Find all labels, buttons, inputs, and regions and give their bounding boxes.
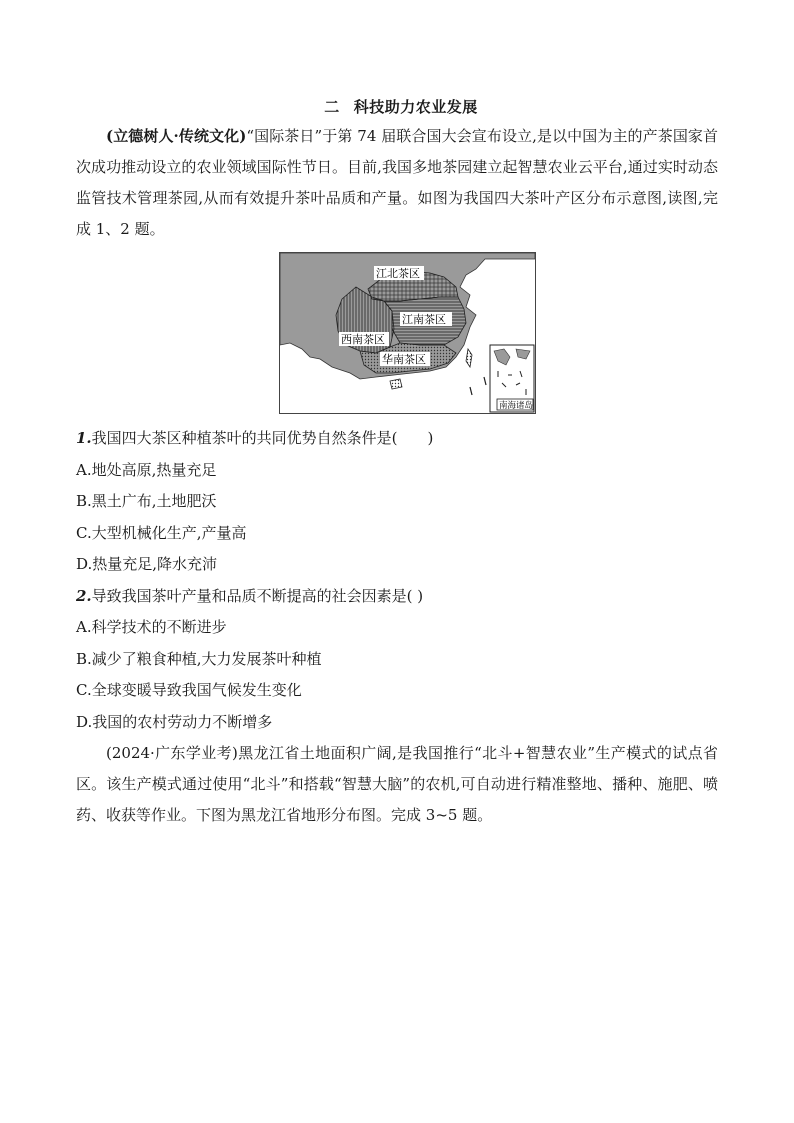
section-title-text: 科技助力农业发展 [353, 98, 478, 116]
question-1 [76, 423, 718, 455]
section-number: 二 [324, 98, 340, 116]
option-a: A.地处高原,热量充足 [76, 460, 217, 479]
document-page [76, 96, 718, 831]
label-nanhai: 南海诸岛 [498, 401, 533, 411]
option-a: A.科学技术的不断进步 [76, 618, 227, 636]
question-number: 2. [76, 586, 92, 605]
section-title [76, 96, 718, 117]
question-stem: 导致我国茶叶产量和品质不断提高的社会因素是( ) [91, 586, 424, 605]
label-huanan: 华南茶区 [381, 353, 426, 366]
label-jiangbei: 江北茶区 [375, 267, 420, 280]
intro-tag: (立德树人·传统文化) [106, 127, 247, 145]
tea-regions-map [279, 252, 536, 414]
option-c: C.全球变暖导致我国气候发生变化 [76, 681, 302, 699]
intro-text-1: “国际茶日”于第 74 届联合国大会宣布设立,是以中国为主的产茶国家首次成功推动设立的农业领域国际性节日。目前,我国多地茶园建立起智慧农业云平台,通过实时动态监管技术管理茶园,从而有效提升茶叶品质和产量。如图为我国四大茶叶产区分布示意图,读图,完成 1、2 题。 [76, 127, 719, 238]
question-stem: 我国四大茶区种植茶叶的共同优势自然条件是( ) [91, 429, 434, 447]
label-xinan: 西南茶区 [340, 333, 385, 346]
question-2 [76, 581, 718, 613]
option-d: D.热量充足,降水充沛 [76, 555, 218, 573]
option-c: C.大型机械化生产,产量高 [76, 523, 247, 542]
intro-paragraph-2: (2024·广东学业考)黑龙江省土地面积广阔,是我国推行“北斗+智慧农业”生产模式的试点省区。该生产模式通过使用“北斗”和搭载“智慧大脑”的农机,可自动进行精准整地、播种、施肥、喷药、收获等作业。下图为黑龙江省地形分布图。完成 3~5 题。 [76, 744, 718, 824]
taiwan-island [466, 349, 472, 367]
hainan-island [390, 379, 402, 389]
map-svg [280, 253, 535, 413]
question-number: 1. [76, 429, 92, 447]
option-b: B.黑土广布,土地肥沃 [76, 492, 217, 510]
option-b: B.减少了粮食种植,大力发展茶叶种植 [76, 649, 322, 668]
intro-paragraph-1 [76, 121, 718, 245]
label-jiangnan: 江南茶区 [401, 313, 446, 326]
option-d: D.我国的农村劳动力不断增多 [76, 712, 273, 731]
